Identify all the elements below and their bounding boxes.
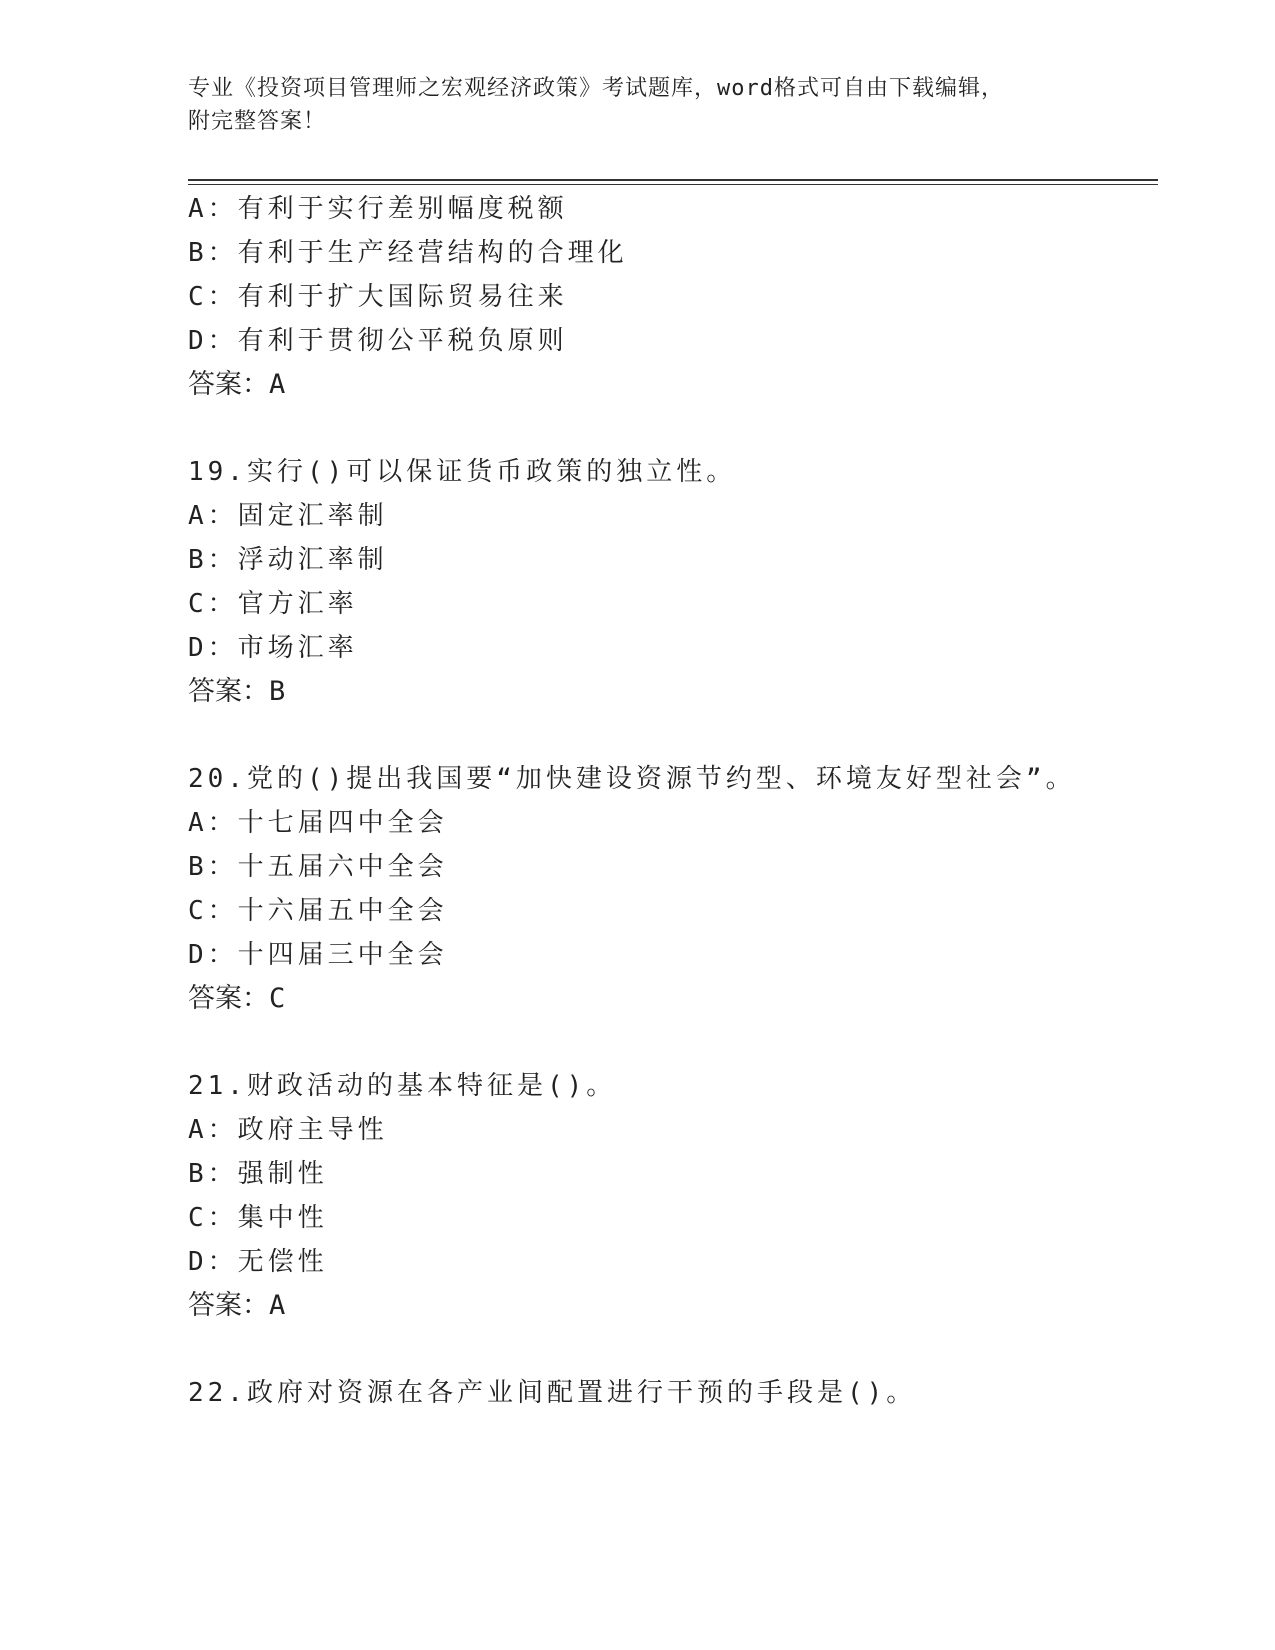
q19-option-a: A：固定汇率制 (188, 501, 388, 531)
q19-option-c: C：官方汇率 (188, 589, 358, 619)
answer-value: A (269, 369, 286, 400)
q18-option-d: D：有利于贯彻公平税负原则 (188, 326, 568, 356)
header-line-2: 附完整答案！ (188, 109, 327, 134)
answer-label: 答案： (188, 676, 269, 707)
q21-option-c: C：集中性 (188, 1203, 328, 1233)
header-divider-thick (188, 179, 1158, 181)
document-header (188, 72, 1068, 138)
q19-option-d: D：市场汇率 (188, 633, 358, 663)
q20-option-c: C：十六届五中全会 (188, 896, 448, 926)
q18-option-b: B：有利于生产经营结构的合理化 (188, 238, 628, 268)
q21-option-d: D：无偿性 (188, 1247, 328, 1277)
q20-stem: 20.党的()提出我国要“加快建设资源节约型、环境友好型社会”。 (188, 764, 1076, 794)
header-divider-thin (188, 184, 1158, 185)
answer-label: 答案： (188, 1290, 269, 1321)
q20-answer (188, 982, 285, 1016)
q21-option-a: A：政府主导性 (188, 1115, 388, 1145)
q21-stem: 21.财政活动的基本特征是()。 (188, 1071, 617, 1101)
q21-answer (188, 1289, 285, 1323)
header-line-1: 专业《投资项目管理师之宏观经济政策》考试题库，word格式可自由下载编辑， (188, 76, 1004, 101)
q19-answer (188, 675, 285, 709)
answer-label: 答案： (188, 983, 269, 1014)
q18-option-c: C：有利于扩大国际贸易往来 (188, 282, 568, 312)
q19-stem: 19.实行()可以保证货币政策的独立性。 (188, 457, 737, 487)
answer-value: A (269, 1290, 286, 1321)
answer-value: C (269, 983, 286, 1014)
q20-option-a: A：十七届四中全会 (188, 808, 448, 838)
q21-option-b: B：强制性 (188, 1159, 328, 1189)
q20-option-b: B：十五届六中全会 (188, 852, 448, 882)
q22-stem: 22.政府对资源在各产业间配置进行干预的手段是()。 (188, 1378, 917, 1408)
answer-label: 答案： (188, 369, 269, 400)
answer-value: B (269, 676, 286, 707)
q20-option-d: D：十四届三中全会 (188, 940, 448, 970)
q18-answer (188, 368, 285, 402)
q19-option-b: B：浮动汇率制 (188, 545, 388, 575)
q18-option-a: A：有利于实行差别幅度税额 (188, 194, 568, 224)
